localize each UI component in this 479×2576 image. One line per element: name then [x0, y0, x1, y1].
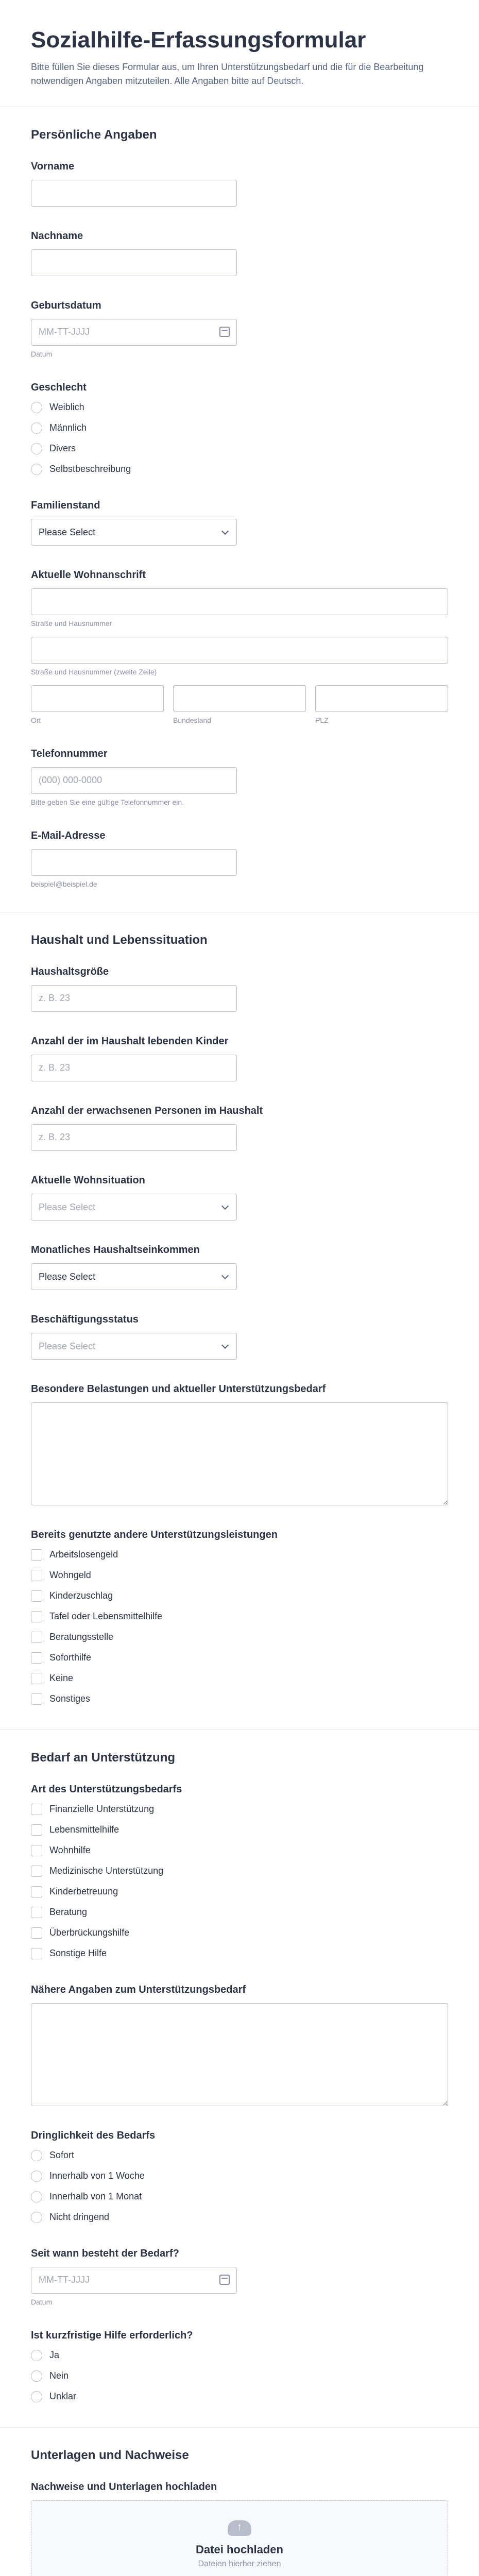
street-input[interactable]	[31, 588, 448, 615]
support-type-option[interactable]	[31, 1926, 448, 1940]
zip-wrap	[315, 685, 448, 724]
first-name-field	[31, 161, 448, 207]
option-label: Wohngeld	[49, 1570, 91, 1581]
option-label: Wohnhilfe	[49, 1845, 91, 1856]
option-label: Medizinische Unterstützung	[49, 1866, 164, 1876]
support-type-option[interactable]	[31, 1947, 448, 1960]
support-type-option[interactable]	[31, 1885, 448, 1899]
radio-button[interactable]	[31, 2350, 42, 2361]
address-field	[31, 569, 448, 724]
gender-option[interactable]	[31, 442, 448, 455]
option-label: Divers	[49, 443, 76, 454]
option-label: Selbstbeschreibung	[49, 464, 131, 474]
dob-wrap	[31, 319, 237, 346]
living-select[interactable]	[31, 1194, 237, 1221]
radio-button[interactable]	[31, 2212, 42, 2223]
support-type-label: Art des Unterstützungsbedarfs	[31, 1783, 182, 1795]
short-term-option[interactable]	[31, 2349, 448, 2362]
radio-button[interactable]	[31, 464, 42, 475]
support-type-field	[31, 1784, 448, 1960]
section-title-documents: Unterlagen und Nachweise	[31, 2448, 189, 2462]
option-label: Lebensmittelhilfe	[49, 1824, 119, 1835]
address-label: Aktuelle Wohnanschrift	[31, 569, 146, 581]
adults-input[interactable]	[31, 1124, 237, 1151]
last-name-label: Nachname	[31, 230, 83, 242]
form-subtitle: Bitte füllen Sie dieses Formular aus, um Ihren Unterstützungsbedarf und die für die Bearbeitung notwendigen Angaben mitzuteilen. Alle Angaben bitte auf Deutsch.	[31, 61, 424, 86]
burdens-textarea[interactable]	[31, 1402, 448, 1505]
option-label: Kinderbetreuung	[49, 1886, 118, 1897]
checkbox[interactable]	[31, 1866, 42, 1877]
option-label: Nicht dringend	[49, 2212, 110, 2223]
checkbox[interactable]	[31, 1632, 42, 1643]
household-size-label: Haushaltsgröße	[31, 965, 109, 977]
divider	[0, 2427, 479, 2428]
employment-select-value[interactable]: Please Select	[31, 1333, 237, 1360]
burdens-field	[31, 1383, 448, 1505]
urgency-label: Dringlichkeit des Bedarfs	[31, 2129, 156, 2141]
used-service-option[interactable]	[31, 1548, 448, 1562]
since-field	[31, 2248, 448, 2306]
checkbox[interactable]	[31, 1907, 42, 1918]
radio-button[interactable]	[31, 402, 42, 413]
state-input[interactable]	[173, 685, 306, 712]
first-name-input[interactable]	[31, 180, 237, 207]
upload-subtitle: Dateien hierher ziehen	[198, 2559, 281, 2568]
used-services-label: Bereits genutzte andere Unterstützungsleistungen	[31, 1529, 278, 1540]
option-label: Innerhalb von 1 Monat	[49, 2191, 142, 2202]
email-field	[31, 830, 448, 888]
income-field	[31, 1244, 448, 1290]
option-label: Unklar	[49, 2391, 77, 2402]
radio-button[interactable]	[31, 2370, 42, 2382]
since-sublabel: Datum	[31, 2297, 53, 2306]
checkbox[interactable]	[31, 1886, 42, 1897]
radio-button[interactable]	[31, 422, 42, 434]
urgency-option[interactable]	[31, 2211, 448, 2224]
checkbox[interactable]	[31, 1549, 42, 1561]
city-sublabel: Ort	[31, 716, 41, 724]
income-select-value[interactable]: Please Select	[31, 1263, 237, 1290]
gender-option[interactable]	[31, 401, 448, 414]
checkbox[interactable]	[31, 1693, 42, 1705]
city-wrap	[31, 685, 164, 724]
urgency-field	[31, 2130, 448, 2224]
living-label: Aktuelle Wohnsituation	[31, 1174, 145, 1186]
last-name-input[interactable]	[31, 249, 237, 276]
option-label: Beratung	[49, 1907, 88, 1918]
option-label: Nein	[49, 2370, 69, 2381]
option-label: Finanzielle Unterstützung	[49, 1804, 155, 1815]
used-service-option[interactable]	[31, 1610, 448, 1623]
zip-sublabel: PLZ	[315, 716, 329, 724]
details-label: Nähere Angaben zum Unterstützungsbedarf	[31, 1984, 246, 1995]
checkbox[interactable]	[31, 1948, 42, 1959]
details-textarea[interactable]	[31, 2003, 448, 2106]
used-service-option[interactable]	[31, 1569, 448, 1582]
employment-select[interactable]	[31, 1333, 237, 1360]
used-service-option[interactable]	[31, 1672, 448, 1685]
phone-field	[31, 748, 448, 806]
adults-field	[31, 1105, 448, 1151]
short-term-option[interactable]	[31, 2390, 448, 2403]
option-label: Kinderzuschlag	[49, 1590, 113, 1601]
section-title-household: Haushalt und Lebenssituation	[31, 933, 208, 947]
household-size-input[interactable]	[31, 985, 237, 1012]
employment-field	[31, 1314, 448, 1360]
checkbox[interactable]	[31, 1652, 42, 1664]
option-label: Sonstiges	[49, 1693, 91, 1704]
checkbox[interactable]	[31, 1845, 42, 1856]
option-label: Männlich	[49, 422, 87, 433]
street-sublabel: Straße und Hausnummer	[31, 619, 112, 628]
upload-title: Datei hochladen	[196, 2543, 283, 2556]
section-title-need: Bedarf an Unterstützung	[31, 1750, 176, 1765]
phone-label: Telefonnummer	[31, 748, 108, 759]
state-sublabel: Bundesland	[173, 716, 211, 724]
used-service-option[interactable]	[31, 1631, 448, 1644]
used-service-option[interactable]	[31, 1589, 448, 1603]
short-term-label: Ist kurzfristige Hilfe erforderlich?	[31, 2329, 193, 2341]
last-name-field	[31, 230, 448, 276]
short-term-field	[31, 2330, 448, 2403]
adults-label: Anzahl der erwachsenen Personen im Haushalt	[31, 1105, 263, 1116]
checkbox[interactable]	[31, 1590, 42, 1602]
checkbox[interactable]	[31, 1570, 42, 1581]
since-input[interactable]	[31, 2267, 237, 2294]
children-field	[31, 1036, 448, 1081]
radio-button[interactable]	[31, 2150, 42, 2161]
details-field	[31, 1984, 448, 2106]
support-type-option[interactable]	[31, 1865, 448, 1878]
income-select[interactable]	[31, 1263, 237, 1290]
checkbox[interactable]	[31, 1611, 42, 1622]
upload-field	[31, 2481, 448, 2576]
marital-select-value[interactable]: Please Select	[31, 519, 237, 546]
section-title-personal: Persönliche Angaben	[31, 127, 157, 142]
children-label: Anzahl der im Haushalt lebenden Kinder	[31, 1035, 229, 1047]
support-type-option[interactable]	[31, 1823, 448, 1837]
short-term-option[interactable]	[31, 2369, 448, 2383]
used-service-option[interactable]	[31, 1651, 448, 1665]
file-upload-dropzone[interactable]	[31, 2500, 448, 2576]
marital-field	[31, 500, 448, 546]
used-services-field	[31, 1529, 448, 1706]
support-type-option[interactable]	[31, 1906, 448, 1919]
marital-select[interactable]	[31, 519, 237, 546]
radio-button[interactable]	[31, 2191, 42, 2202]
checkbox[interactable]	[31, 1927, 42, 1939]
street2-sublabel: Straße und Hausnummer (zweite Zeile)	[31, 667, 157, 676]
gender-option[interactable]	[31, 463, 448, 476]
support-type-option[interactable]	[31, 1844, 448, 1857]
city-input[interactable]	[31, 685, 164, 712]
checkbox[interactable]	[31, 1673, 42, 1684]
checkbox[interactable]	[31, 1804, 42, 1815]
option-label: Beratungsstelle	[49, 1632, 114, 1642]
support-type-option[interactable]	[31, 1803, 448, 1816]
checkbox[interactable]	[31, 1824, 42, 1836]
gender-field	[31, 382, 448, 476]
used-service-option[interactable]	[31, 1692, 448, 1706]
option-label: Sonstige Hilfe	[49, 1948, 107, 1959]
address-row	[31, 685, 448, 724]
zip-input[interactable]	[315, 685, 448, 712]
radio-button[interactable]	[31, 2171, 42, 2182]
email-sublabel: beispiel@beispiel.de	[31, 879, 97, 888]
living-field	[31, 1175, 448, 1221]
option-label: Soforthilfe	[49, 1652, 92, 1663]
first-name-label: Vorname	[31, 160, 75, 172]
option-label: Weiblich	[49, 402, 84, 413]
option-label: Ja	[49, 2350, 60, 2361]
employment-label: Beschäftigungsstatus	[31, 1313, 139, 1325]
since-label: Seit wann besteht der Bedarf?	[31, 2247, 179, 2259]
street2-input[interactable]	[31, 637, 448, 664]
option-label: Überbrückungshilfe	[49, 1927, 130, 1938]
dob-field	[31, 300, 448, 358]
living-select-value[interactable]: Please Select	[31, 1194, 237, 1221]
marital-label: Familienstand	[31, 499, 100, 511]
since-wrap	[31, 2267, 237, 2294]
radio-button[interactable]	[31, 443, 42, 454]
option-label: Innerhalb von 1 Woche	[49, 2171, 145, 2181]
income-label: Monatliches Haushaltseinkommen	[31, 1244, 200, 1256]
urgency-option[interactable]	[31, 2170, 448, 2183]
dob-label: Geburtsdatum	[31, 299, 101, 311]
option-label: Arbeitslosengeld	[49, 1549, 118, 1560]
form-title: Sozialhilfe-Erfassungsformular	[31, 27, 366, 53]
urgency-option[interactable]	[31, 2190, 448, 2204]
children-input[interactable]	[31, 1055, 237, 1081]
upload-label: Nachweise und Unterlagen hochladen	[31, 2481, 217, 2493]
option-label: Sofort	[49, 2150, 75, 2161]
radio-button[interactable]	[31, 2391, 42, 2402]
phone-input[interactable]	[31, 767, 237, 794]
option-label: Tafel oder Lebensmittelhilfe	[49, 1611, 163, 1622]
gender-label: Geschlecht	[31, 381, 87, 393]
dob-input[interactable]	[31, 319, 237, 346]
burdens-label: Besondere Belastungen und aktueller Unterstützungsbedarf	[31, 1383, 326, 1395]
email-input[interactable]	[31, 849, 237, 876]
phone-sublabel: Bitte geben Sie eine gültige Telefonnummer ein.	[31, 798, 184, 806]
state-wrap	[173, 685, 306, 724]
household-size-field	[31, 966, 448, 1012]
option-label: Keine	[49, 1673, 74, 1684]
cloud-upload-icon	[228, 2520, 251, 2536]
calendar-icon[interactable]	[219, 2275, 230, 2285]
email-label: E-Mail-Adresse	[31, 829, 106, 841]
urgency-option[interactable]	[31, 2149, 448, 2162]
calendar-icon[interactable]	[219, 327, 230, 337]
dob-sublabel: Datum	[31, 349, 53, 358]
gender-option[interactable]	[31, 421, 448, 435]
